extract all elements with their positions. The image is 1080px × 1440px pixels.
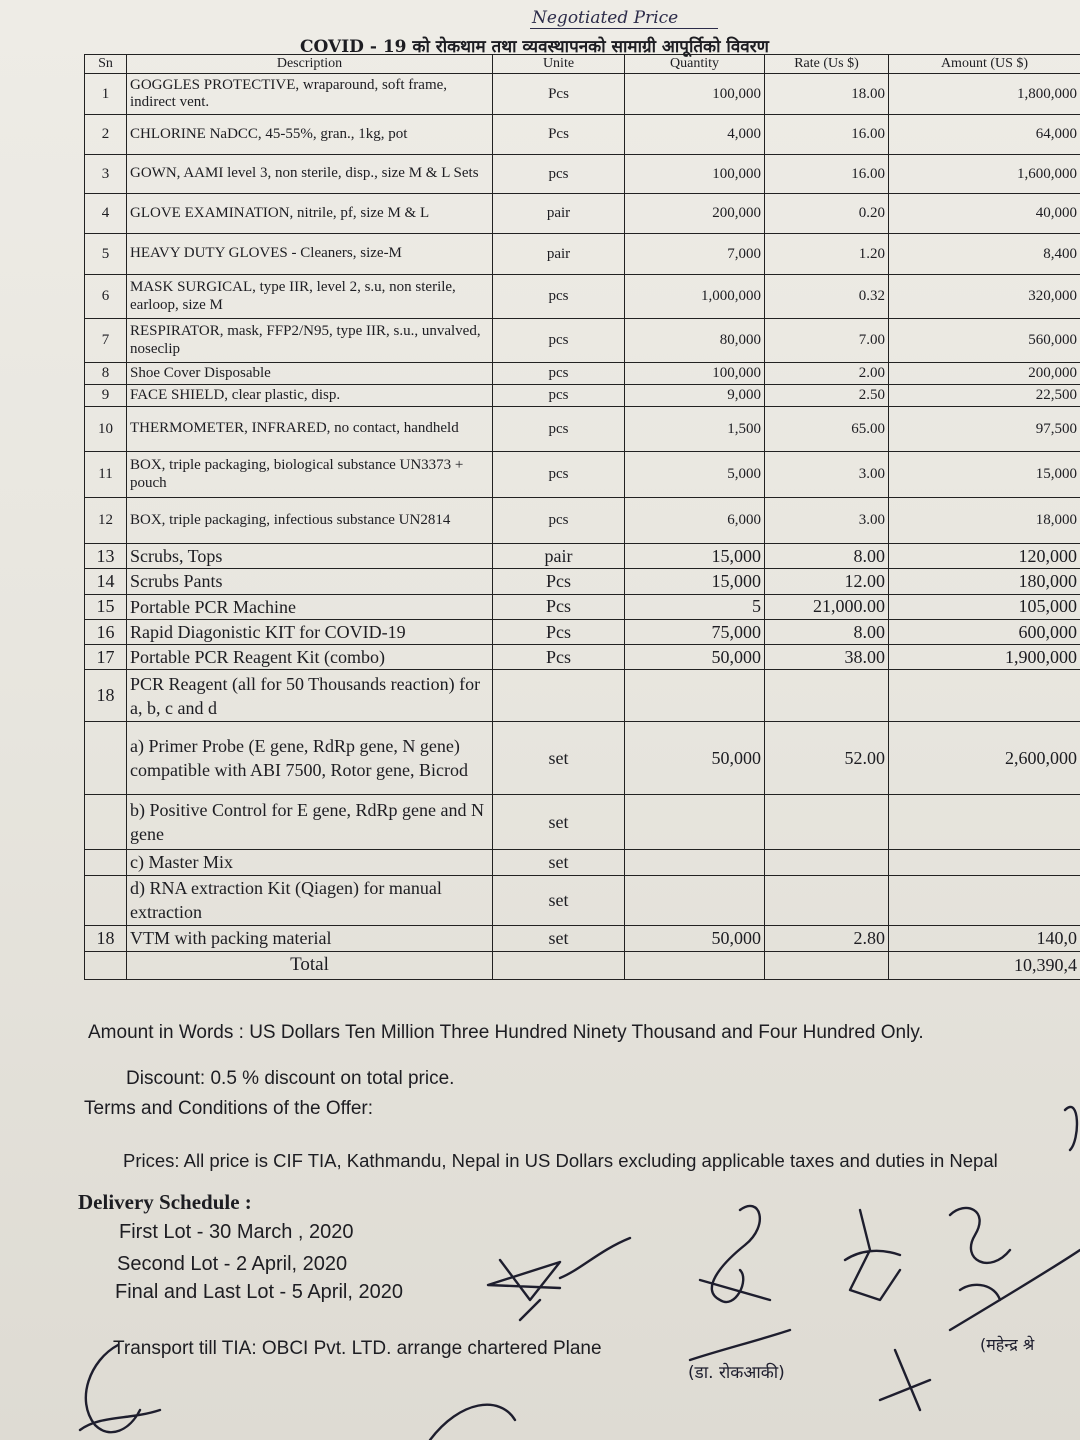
table-row xyxy=(85,319,1080,363)
table-row xyxy=(85,795,1080,850)
row-description: THERMOMETER, INFRARED, no contact, handheld xyxy=(127,407,493,452)
row-description: BOX, triple packaging, infectious substance UN2814 xyxy=(127,498,493,544)
row-description: GLOVE EXAMINATION, nitrile, pf, size M & L xyxy=(127,194,493,234)
row-quantity xyxy=(625,670,765,722)
column-header-description: Description xyxy=(127,55,493,74)
table-row xyxy=(85,594,1080,619)
row-description: Portable PCR Reagent Kit (combo) xyxy=(127,645,493,670)
total-rate-cell xyxy=(765,951,889,979)
row-sn: 3 xyxy=(85,155,127,194)
row-rate: 12.00 xyxy=(765,569,889,594)
terms-heading: Terms and Conditions of the Offer: xyxy=(84,1098,374,1119)
row-quantity: 5,000 xyxy=(625,452,765,498)
row-sn: 5 xyxy=(85,234,127,275)
delivery-lot-2: Second Lot - 2 April, 2020 xyxy=(117,1253,348,1275)
table-row xyxy=(85,544,1080,569)
row-quantity: 100,000 xyxy=(625,155,765,194)
row-rate: 3.00 xyxy=(765,498,889,544)
row-rate: 16.00 xyxy=(765,155,889,194)
row-description: d) RNA extraction Kit (Qiagen) for manual extraction xyxy=(127,875,493,925)
row-amount: 560,000 xyxy=(889,319,1080,363)
row-quantity xyxy=(625,875,765,925)
table-row xyxy=(85,363,1080,385)
row-amount: 64,000 xyxy=(889,115,1080,155)
row-unit: pcs xyxy=(493,452,625,498)
table-row xyxy=(85,275,1080,319)
row-amount: 22,500 xyxy=(889,385,1080,407)
signature-scribble-4 xyxy=(950,1208,1080,1330)
table-row xyxy=(85,722,1080,795)
row-unit: set xyxy=(493,722,625,795)
signature-scribble-2 xyxy=(690,1206,790,1360)
row-unit xyxy=(493,670,625,722)
signature-scribble-5 xyxy=(80,1345,515,1440)
signature-scribble-1 xyxy=(488,1238,630,1320)
signature-scribble-3 xyxy=(845,1210,930,1410)
row-quantity: 100,000 xyxy=(625,74,765,115)
row-quantity: 15,000 xyxy=(625,544,765,569)
row-unit: set xyxy=(493,925,625,951)
row-description: VTM with packing material xyxy=(127,925,493,951)
row-rate: 3.00 xyxy=(765,452,889,498)
total-amount: 10,390,4 xyxy=(889,951,1080,979)
row-unit: Pcs xyxy=(493,645,625,670)
row-unit: pcs xyxy=(493,363,625,385)
row-sn: 8 xyxy=(85,363,127,385)
row-description: FACE SHIELD, clear plastic, disp. xyxy=(127,385,493,407)
row-rate: 8.00 xyxy=(765,544,889,569)
row-rate xyxy=(765,795,889,850)
column-header-unit: Unite xyxy=(493,55,625,74)
total-unit-cell xyxy=(493,951,625,979)
row-amount: 18,000 xyxy=(889,498,1080,544)
delivery-lot-3: Final and Last Lot - 5 April, 2020 xyxy=(115,1281,403,1303)
row-quantity: 1,500 xyxy=(625,407,765,452)
row-description: Scrubs Pants xyxy=(127,569,493,594)
row-amount: 15,000 xyxy=(889,452,1080,498)
row-amount: 8,400 xyxy=(889,234,1080,275)
row-sn xyxy=(85,795,127,850)
row-description: GOGGLES PROTECTIVE, wraparound, soft frame, indirect vent. xyxy=(127,74,493,115)
row-quantity: 1,000,000 xyxy=(625,275,765,319)
row-description: RESPIRATOR, mask, FFP2/N95, type IIR, s.u., unvalved, noseclip xyxy=(127,319,493,363)
row-rate: 18.00 xyxy=(765,74,889,115)
row-amount: 40,000 xyxy=(889,194,1080,234)
row-quantity: 7,000 xyxy=(625,234,765,275)
row-sn: 11 xyxy=(85,452,127,498)
row-description: Rapid Diagonistic KIT for COVID-19 xyxy=(127,619,493,644)
row-unit: Pcs xyxy=(493,569,625,594)
row-amount xyxy=(889,850,1080,875)
total-qty-cell xyxy=(625,951,765,979)
row-sn: 15 xyxy=(85,594,127,619)
row-rate: 2.50 xyxy=(765,385,889,407)
row-sn: 7 xyxy=(85,319,127,363)
table-row xyxy=(85,115,1080,155)
row-unit: pair xyxy=(493,544,625,569)
row-rate: 21,000.00 xyxy=(765,594,889,619)
row-rate xyxy=(765,850,889,875)
discount-text: Discount: 0.5 % discount on total price. xyxy=(126,1068,455,1089)
signature-scribble-6 xyxy=(1065,1107,1077,1150)
column-header-amount: Amount (US $) xyxy=(889,55,1080,74)
row-unit: pair xyxy=(493,234,625,275)
row-unit: pcs xyxy=(493,275,625,319)
row-unit: Pcs xyxy=(493,74,625,115)
signature-caption-1: (डा. रोकआकी) xyxy=(688,1363,785,1383)
row-amount xyxy=(889,875,1080,925)
items-table xyxy=(84,54,1080,980)
transport-text: Transport till TIA: OBCI Pvt. LTD. arrange chartered Plane xyxy=(113,1338,602,1359)
handwritten-note: Negotiated Price xyxy=(530,8,718,29)
row-rate: 0.32 xyxy=(765,275,889,319)
row-quantity: 50,000 xyxy=(625,645,765,670)
row-sn: 10 xyxy=(85,407,127,452)
row-description: BOX, triple packaging, biological substance UN3373 + pouch xyxy=(127,452,493,498)
total-label: Total xyxy=(127,951,493,979)
row-quantity: 200,000 xyxy=(625,194,765,234)
row-amount xyxy=(889,795,1080,850)
row-amount: 97,500 xyxy=(889,407,1080,452)
delivery-heading: Delivery Schedule : xyxy=(78,1190,252,1214)
table-row xyxy=(85,645,1080,670)
table-row xyxy=(85,569,1080,594)
row-amount: 600,000 xyxy=(889,619,1080,644)
row-quantity xyxy=(625,850,765,875)
row-unit: Pcs xyxy=(493,619,625,644)
row-quantity: 15,000 xyxy=(625,569,765,594)
row-rate: 2.80 xyxy=(765,925,889,951)
row-sn: 16 xyxy=(85,619,127,644)
row-rate: 16.00 xyxy=(765,115,889,155)
table-row xyxy=(85,452,1080,498)
row-quantity: 9,000 xyxy=(625,385,765,407)
row-unit: pcs xyxy=(493,385,625,407)
row-unit: pcs xyxy=(493,407,625,452)
row-sn: 12 xyxy=(85,498,127,544)
row-rate: 2.00 xyxy=(765,363,889,385)
row-amount: 120,000 xyxy=(889,544,1080,569)
table-row xyxy=(85,619,1080,644)
row-quantity: 50,000 xyxy=(625,925,765,951)
row-rate: 65.00 xyxy=(765,407,889,452)
row-amount: 200,000 xyxy=(889,363,1080,385)
row-quantity: 5 xyxy=(625,594,765,619)
row-rate: 52.00 xyxy=(765,722,889,795)
row-sn: 13 xyxy=(85,544,127,569)
column-header-rate: Rate (Us $) xyxy=(765,55,889,74)
table-row xyxy=(85,194,1080,234)
row-description: HEAVY DUTY GLOVES - Cleaners, size-M xyxy=(127,234,493,275)
row-description: b) Positive Control for E gene, RdRp gene and N gene xyxy=(127,795,493,850)
row-rate xyxy=(765,875,889,925)
row-rate: 38.00 xyxy=(765,645,889,670)
row-quantity: 75,000 xyxy=(625,619,765,644)
row-description: Shoe Cover Disposable xyxy=(127,363,493,385)
row-sn: 14 xyxy=(85,569,127,594)
total-sn-cell xyxy=(85,951,127,979)
prices-text: Prices: All price is CIF TIA, Kathmandu, Nepal in US Dollars excluding applicable taxes and duties in Nepal xyxy=(123,1150,998,1171)
column-header-sn: Sn xyxy=(85,55,127,74)
row-description: c) Master Mix xyxy=(127,850,493,875)
table-header-row xyxy=(85,55,1080,74)
row-unit: set xyxy=(493,850,625,875)
row-description: CHLORINE NaDCC, 45-55%, gran., 1kg, pot xyxy=(127,115,493,155)
row-sn: 6 xyxy=(85,275,127,319)
row-description: a) Primer Probe (E gene, RdRp gene, N gene) compatible with ABI 7500, Rotor gene, Bicrod xyxy=(127,722,493,795)
row-rate: 7.00 xyxy=(765,319,889,363)
row-description: PCR Reagent (all for 50 Thousands reaction) for a, b, c and d xyxy=(127,670,493,722)
delivery-lot-1: First Lot - 30 March , 2020 xyxy=(119,1221,354,1243)
table-row xyxy=(85,850,1080,875)
row-amount: 180,000 xyxy=(889,569,1080,594)
table-row xyxy=(85,385,1080,407)
row-description: MASK SURGICAL, type IIR, level 2, s.u, non sterile, earloop, size M xyxy=(127,275,493,319)
row-quantity: 100,000 xyxy=(625,363,765,385)
table-row xyxy=(85,498,1080,544)
row-sn xyxy=(85,722,127,795)
row-unit: Pcs xyxy=(493,115,625,155)
row-rate xyxy=(765,670,889,722)
document-title: COVID - 19 को रोकथाम तथा व्यवस्थापनको सामाग्री आपूर्तिको विवरण xyxy=(300,37,769,57)
column-header-quantity: Quantity xyxy=(625,55,765,74)
row-amount: 2,600,000 xyxy=(889,722,1080,795)
table-row xyxy=(85,670,1080,722)
row-quantity: 4,000 xyxy=(625,115,765,155)
table-row xyxy=(85,407,1080,452)
table-row xyxy=(85,925,1080,951)
row-unit: pcs xyxy=(493,319,625,363)
table-row xyxy=(85,155,1080,194)
row-unit: Pcs xyxy=(493,594,625,619)
table-row xyxy=(85,234,1080,275)
items-table-wrapper xyxy=(84,54,1080,980)
row-unit: pcs xyxy=(493,498,625,544)
table-row xyxy=(85,875,1080,925)
row-amount: 1,900,000 xyxy=(889,645,1080,670)
row-unit: set xyxy=(493,875,625,925)
row-unit: set xyxy=(493,795,625,850)
row-rate: 0.20 xyxy=(765,194,889,234)
row-quantity: 6,000 xyxy=(625,498,765,544)
total-row xyxy=(85,951,1080,979)
row-description: GOWN, AAMI level 3, non sterile, disp., size M & L Sets xyxy=(127,155,493,194)
row-amount: 105,000 xyxy=(889,594,1080,619)
row-unit: pcs xyxy=(493,155,625,194)
row-rate: 8.00 xyxy=(765,619,889,644)
row-rate: 1.20 xyxy=(765,234,889,275)
row-sn: 9 xyxy=(85,385,127,407)
row-sn: 4 xyxy=(85,194,127,234)
row-amount: 1,800,000 xyxy=(889,74,1080,115)
row-sn: 2 xyxy=(85,115,127,155)
row-description: Portable PCR Machine xyxy=(127,594,493,619)
row-quantity: 80,000 xyxy=(625,319,765,363)
row-sn: 17 xyxy=(85,645,127,670)
amount-in-words: Amount in Words : US Dollars Ten Million Three Hundred Ninety Thousand and Four Hundred Only. xyxy=(88,1022,924,1043)
row-amount: 320,000 xyxy=(889,275,1080,319)
signature-caption-2: (महेन्द्र श्रे xyxy=(980,1335,1035,1354)
row-sn: 18 xyxy=(85,670,127,722)
table-row xyxy=(85,74,1080,115)
row-amount xyxy=(889,670,1080,722)
row-sn xyxy=(85,875,127,925)
row-amount: 1,600,000 xyxy=(889,155,1080,194)
row-amount: 140,0 xyxy=(889,925,1080,951)
row-unit: pair xyxy=(493,194,625,234)
row-quantity: 50,000 xyxy=(625,722,765,795)
row-sn: 18 xyxy=(85,925,127,951)
row-sn xyxy=(85,850,127,875)
row-description: Scrubs, Tops xyxy=(127,544,493,569)
row-quantity xyxy=(625,795,765,850)
row-sn: 1 xyxy=(85,74,127,115)
